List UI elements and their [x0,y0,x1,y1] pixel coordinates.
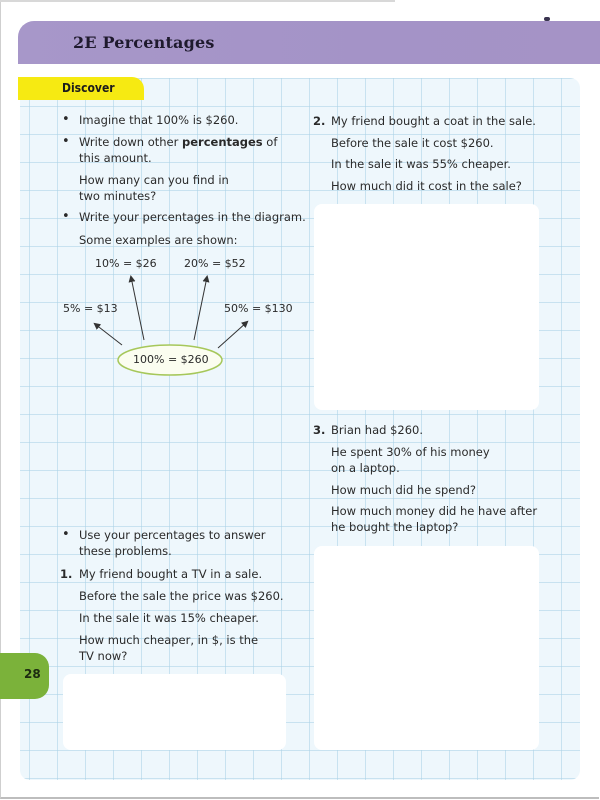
problem-3-number: 3. [313,423,326,437]
problem-3-line: he bought the laptop? [331,520,459,534]
page-number: 28 [24,667,41,681]
problem-1-line: In the sale it was 15% cheaper. [79,611,259,625]
chapter-header [18,21,600,64]
center-label: 100% = $260 [133,353,209,366]
spoke-arrow-50 [218,322,247,348]
bullet-icon: • [62,134,70,149]
problem-2-number: 2. [313,114,326,128]
problem-1-line: Before the sale the price was $260. [79,589,284,603]
bullet-1-text: Imagine that 100% is $260. [79,113,239,127]
spoke-label-20: 20% = $52 [184,257,246,270]
problem-1-line: TV now? [79,649,128,663]
follow-up-line2: two minutes? [79,189,157,203]
spoke-arrow-20 [194,277,207,340]
top-divider [0,0,395,2]
problem-2-line: In the sale it was 55% cheaper. [331,157,511,171]
bullet-3-text: Write your percentages in the diagram. [79,210,306,224]
problem-1-answer-box[interactable] [63,674,286,750]
discover-tab [18,77,144,100]
use-bullet-line2: these problems. [79,544,172,558]
problem-2-line: Before the sale it cost $260. [331,136,494,150]
page-number-tab [0,653,49,699]
page-title: 2E Percentages [73,33,215,52]
problem-3-line: How much did he spend? [331,483,477,497]
problem-3-line: He spent 30% of his money [331,445,490,459]
examples-intro: Some examples are shown: [79,233,238,247]
problem-2-answer-box[interactable] [314,204,539,410]
bullet-2-text-start: Write down other [79,135,182,149]
bullet-2-text-end: of [262,135,278,149]
problem-2-line: My friend bought a coat in the sale. [331,114,536,128]
problem-1-line: How much cheaper, in $, is the [79,633,259,647]
spoke-arrow-10 [131,277,144,340]
problem-3-line: How much money did he have after [331,504,538,518]
spoke-label-5: 5% = $13 [63,302,118,315]
bullet-2-text [79,134,277,150]
problem-3-line: on a laptop. [331,461,400,475]
problem-3-line: Brian had $260. [331,423,424,437]
problem-3-answer-box[interactable] [314,546,539,750]
problem-1-number: 1. [60,567,73,581]
follow-up-line1: How many can you find in [79,173,229,187]
bullet-icon: • [62,112,70,127]
bullet-icon: • [62,527,70,542]
spoke-arrow-5 [95,324,122,345]
bullet-2-bold-term: percentages [182,135,263,149]
spoke-label-10: 10% = $26 [95,257,157,270]
bullet-icon: • [62,209,70,224]
bullet-2-text-line2: this amount. [79,151,152,165]
problem-2-line: How much did it cost in the sale? [331,179,522,193]
header-mark [544,17,550,21]
use-bullet-line1: Use your percentages to answer [79,528,266,542]
problem-1-line: My friend bought a TV in a sale. [79,567,263,581]
discover-label: Discover [62,81,115,95]
spoke-label-50: 50% = $130 [224,302,293,315]
